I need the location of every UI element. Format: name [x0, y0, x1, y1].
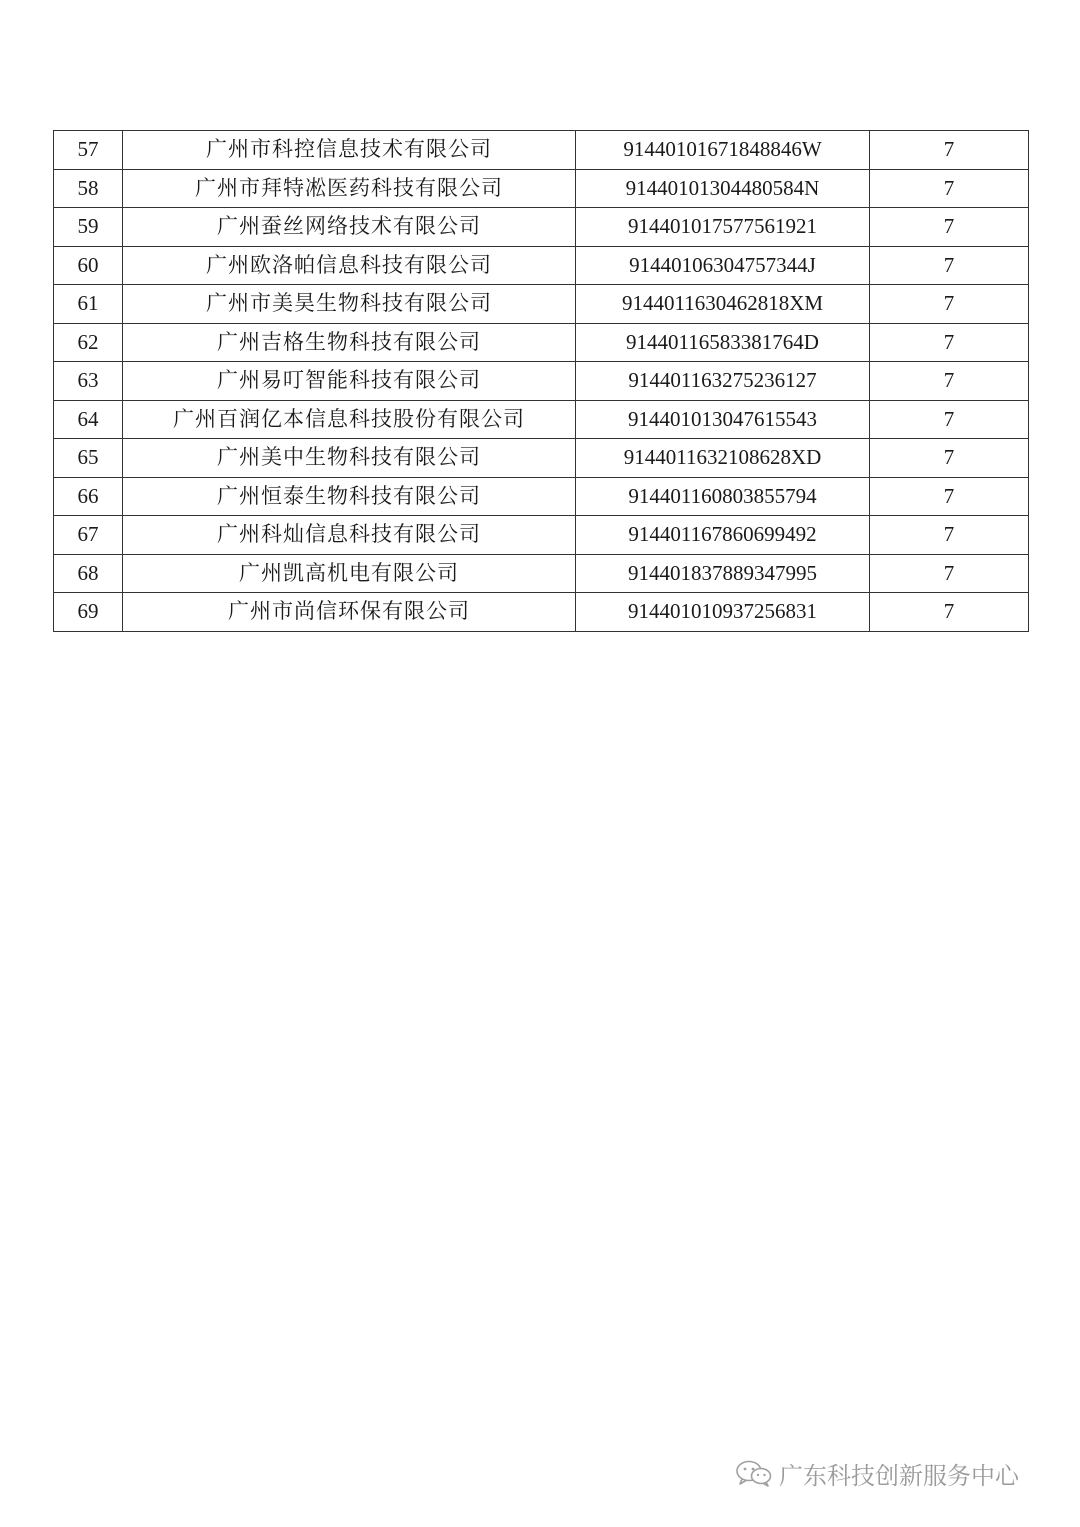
row-number: 58 [54, 169, 123, 208]
company-name: 广州科灿信息科技有限公司 [123, 516, 576, 555]
count-value: 7 [870, 323, 1029, 362]
row-number: 69 [54, 593, 123, 632]
company-name: 广州恒泰生物科技有限公司 [123, 477, 576, 516]
row-number: 65 [54, 439, 123, 478]
count-value: 7 [870, 362, 1029, 401]
company-name: 广州市美昊生物科技有限公司 [123, 285, 576, 324]
table-row [54, 169, 1029, 208]
count-value: 7 [870, 169, 1029, 208]
row-number: 60 [54, 246, 123, 285]
watermark [735, 1458, 1019, 1488]
count-value: 7 [870, 400, 1029, 439]
credit-code: 914401013047615543 [576, 400, 870, 439]
table-row [54, 593, 1029, 632]
credit-code: 91440101671848846W [576, 131, 870, 170]
company-name: 广州市科控信息技术有限公司 [123, 131, 576, 170]
watermark-text: 广东科技创新服务中心 [779, 1461, 1019, 1490]
table-row [54, 477, 1029, 516]
company-name: 广州易叮智能科技有限公司 [123, 362, 576, 401]
row-number: 68 [54, 554, 123, 593]
count-value: 7 [870, 593, 1029, 632]
table-row [54, 554, 1029, 593]
company-table-body [54, 131, 1029, 632]
table-row [54, 246, 1029, 285]
count-value: 7 [870, 285, 1029, 324]
company-name: 广州市拜特凇医药科技有限公司 [123, 169, 576, 208]
table-row [54, 285, 1029, 324]
row-number: 62 [54, 323, 123, 362]
company-name: 广州吉格生物科技有限公司 [123, 323, 576, 362]
table-row [54, 400, 1029, 439]
credit-code: 91440116583381764D [576, 323, 870, 362]
company-table [53, 130, 1029, 632]
credit-code: 914401010937256831 [576, 593, 870, 632]
count-value: 7 [870, 477, 1029, 516]
count-value: 7 [870, 246, 1029, 285]
count-value: 7 [870, 516, 1029, 555]
credit-code: 9144011630462818XM [576, 285, 870, 324]
credit-code: 9144011632108628XD [576, 439, 870, 478]
row-number: 59 [54, 208, 123, 247]
row-number: 63 [54, 362, 123, 401]
count-value: 7 [870, 208, 1029, 247]
table-row [54, 439, 1029, 478]
credit-code: 91440106304757344J [576, 246, 870, 285]
row-number: 57 [54, 131, 123, 170]
table-row [54, 362, 1029, 401]
credit-code: 914401167860699492 [576, 516, 870, 555]
wechat-icon [735, 1459, 773, 1487]
credit-code: 91440101304480584N [576, 169, 870, 208]
credit-code: 914401160803855794 [576, 477, 870, 516]
table-row [54, 323, 1029, 362]
count-value: 7 [870, 131, 1029, 170]
table-row [54, 516, 1029, 555]
count-value: 7 [870, 439, 1029, 478]
company-name: 广州凯高机电有限公司 [123, 554, 576, 593]
company-name: 广州市尚信环保有限公司 [123, 593, 576, 632]
company-name: 广州美中生物科技有限公司 [123, 439, 576, 478]
credit-code: 914401163275236127 [576, 362, 870, 401]
row-number: 61 [54, 285, 123, 324]
credit-code: 914401017577561921 [576, 208, 870, 247]
company-name: 广州欧洛帕信息科技有限公司 [123, 246, 576, 285]
row-number: 67 [54, 516, 123, 555]
row-number: 64 [54, 400, 123, 439]
count-value: 7 [870, 554, 1029, 593]
table-row [54, 208, 1029, 247]
table-row [54, 131, 1029, 170]
credit-code: 914401837889347995 [576, 554, 870, 593]
company-name: 广州百润亿本信息科技股份有限公司 [123, 400, 576, 439]
company-name: 广州蚕丝网络技术有限公司 [123, 208, 576, 247]
row-number: 66 [54, 477, 123, 516]
